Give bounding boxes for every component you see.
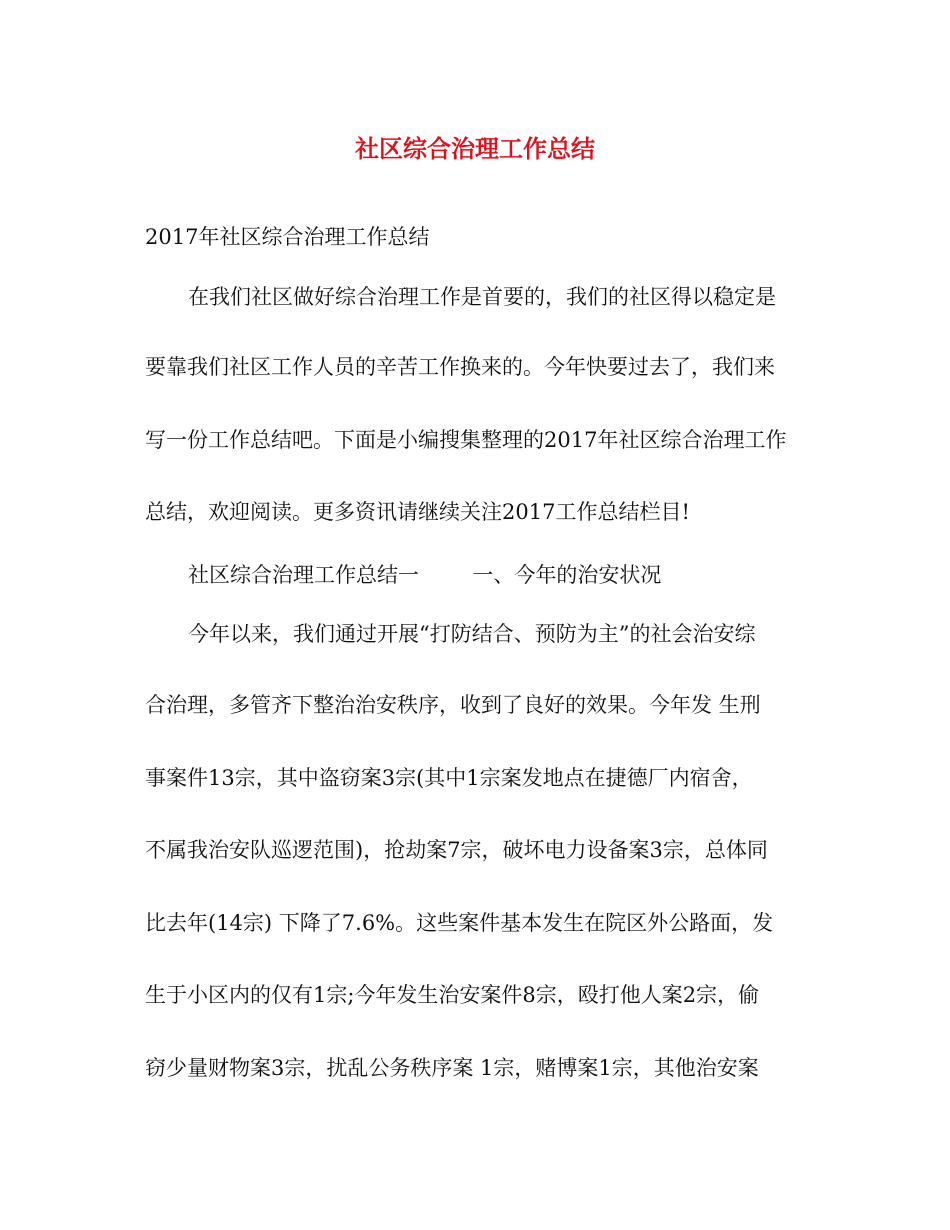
section-heading: 社区综合治理工作总结一 一、今年的治安状况 xyxy=(188,563,662,587)
paragraph-line: 合治理，多管齐下整治治安秩序，收到了良好的效果。今年发 生刑 xyxy=(145,693,761,717)
paragraph-line: 窃少量财物案3宗，扰乱公务秩序案 1宗，赌博案1宗，其他治安案 xyxy=(145,1056,759,1080)
paragraph-line: 总结，欢迎阅读。更多资讯请继续关注2017工作总结栏目! xyxy=(145,500,690,524)
paragraph-line: 事案件13宗，其中盗窃案3宗(其中1宗案发地点在捷德厂内宿舍， xyxy=(145,766,753,790)
document-title: 社区综合治理工作总结 xyxy=(355,134,595,163)
paragraph-line: 比去年(14宗) 下降了7.6%。这些案件基本发生在院区外公路面，发 xyxy=(145,911,774,935)
paragraph-line: 在我们社区做好综合治理工作是首要的，我们的社区得以稳定是 xyxy=(188,285,776,309)
paragraph-line: 今年以来，我们通过开展“打防结合、预防为主”的社会治安综 xyxy=(188,622,756,646)
paragraph-line: 要靠我们社区工作人员的辛苦工作换来的。今年快要过去了，我们来 xyxy=(145,355,775,379)
paragraph-line: 不属我治安队巡逻范围)，抢劫案7宗，破坏电力设备案3宗，总体同 xyxy=(145,838,768,862)
paragraph-line: 生于小区内的仅有1宗;今年发生治安案件8宗，殴打他人案2宗，偷 xyxy=(145,983,760,1007)
document-subtitle: 2017年社区综合治理工作总结 xyxy=(145,225,430,249)
paragraph-line: 写一份工作总结吧。下面是小编搜集整理的2017年社区综合治理工作 xyxy=(145,428,787,452)
